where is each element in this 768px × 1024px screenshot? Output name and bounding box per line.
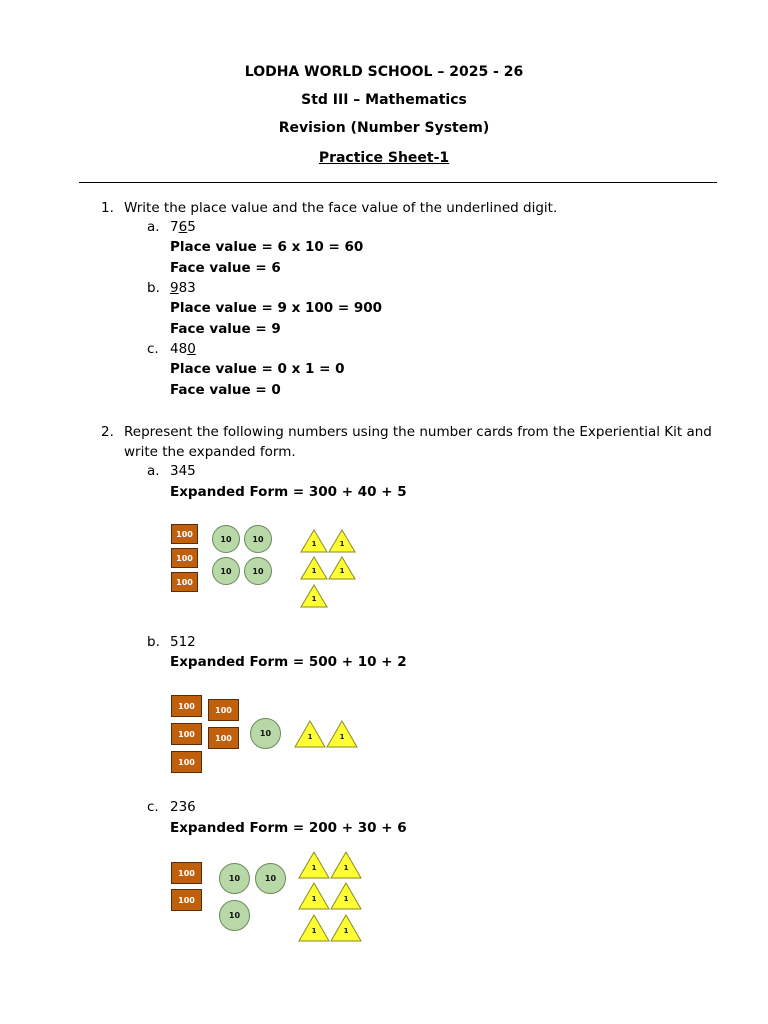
- item-label: a.: [147, 463, 160, 479]
- item-label: b.: [147, 280, 160, 296]
- item-number: 512: [170, 634, 196, 650]
- one-card: 1: [330, 851, 362, 879]
- item-number: 983: [170, 280, 196, 296]
- one-card: 1: [300, 584, 328, 608]
- one-card: 1: [326, 720, 358, 748]
- class-subject: Std III – Mathematics: [301, 92, 467, 108]
- ten-card: 10: [212, 557, 240, 585]
- one-card: 1: [294, 720, 326, 748]
- expanded-form-answer: Expanded Form = 500 + 10 + 2: [170, 654, 407, 670]
- sheet-title: Practice Sheet-1: [318, 150, 450, 166]
- place-value-answer: Place value = 9 x 100 = 900: [170, 300, 383, 316]
- expanded-form-answer: Expanded Form = 300 + 40 + 5: [170, 484, 407, 500]
- item-label: c.: [147, 799, 159, 815]
- item-label: a.: [147, 219, 160, 235]
- ten-card: 10: [250, 718, 281, 749]
- header-divider: [79, 182, 717, 183]
- face-value-answer: Face value = 6: [170, 260, 281, 276]
- one-card: 1: [330, 882, 362, 910]
- hundred-card: 100: [171, 751, 202, 773]
- item-number: 345: [170, 463, 196, 479]
- question-text: Write the place value and the face value of the underlined digit.: [124, 200, 558, 216]
- revision-topic: Revision (Number System): [278, 120, 490, 136]
- place-value-answer: Place value = 6 x 10 = 60: [170, 239, 364, 255]
- hundred-card: 100: [171, 548, 198, 568]
- question-2: [0, 422, 768, 464]
- school-title: LODHA WORLD SCHOOL – 2025 - 26: [244, 64, 524, 80]
- item-label: c.: [147, 341, 159, 357]
- hundred-card: 100: [171, 572, 198, 592]
- hundred-card: 100: [171, 862, 202, 884]
- hundred-card: 100: [171, 723, 202, 745]
- item-number: 480: [170, 341, 196, 357]
- question-number: 2.: [101, 424, 114, 440]
- ten-card: 10: [244, 525, 272, 553]
- hundred-card: 100: [208, 699, 239, 721]
- expanded-form-answer: Expanded Form = 200 + 30 + 6: [170, 820, 407, 836]
- ten-card: 10: [212, 525, 240, 553]
- hundred-card: 100: [171, 889, 202, 911]
- one-card: 1: [298, 851, 330, 879]
- item-label: b.: [147, 634, 160, 650]
- ten-card: 10: [244, 557, 272, 585]
- hundred-card: 100: [171, 524, 198, 544]
- question-number: 1.: [101, 200, 114, 216]
- place-value-answer: Place value = 0 x 1 = 0: [170, 361, 345, 377]
- one-card: 1: [298, 914, 330, 942]
- hundred-card: 100: [208, 727, 239, 749]
- one-card: 1: [328, 556, 356, 580]
- ten-card: 10: [219, 900, 250, 931]
- ten-card: 10: [219, 863, 250, 894]
- one-card: 1: [330, 914, 362, 942]
- hundred-card: 100: [171, 695, 202, 717]
- item-number: 765: [170, 219, 196, 235]
- one-card: 1: [300, 556, 328, 580]
- face-value-answer: Face value = 0: [170, 382, 281, 398]
- one-card: 1: [298, 882, 330, 910]
- one-card: 1: [300, 529, 328, 553]
- question-text: Represent the following numbers using the number cards from the Experiential Kit and write the expanded form.: [124, 424, 712, 460]
- one-card: 1: [328, 529, 356, 553]
- item-number: 236: [170, 799, 196, 815]
- face-value-answer: Face value = 9: [170, 321, 281, 337]
- ten-card: 10: [255, 863, 286, 894]
